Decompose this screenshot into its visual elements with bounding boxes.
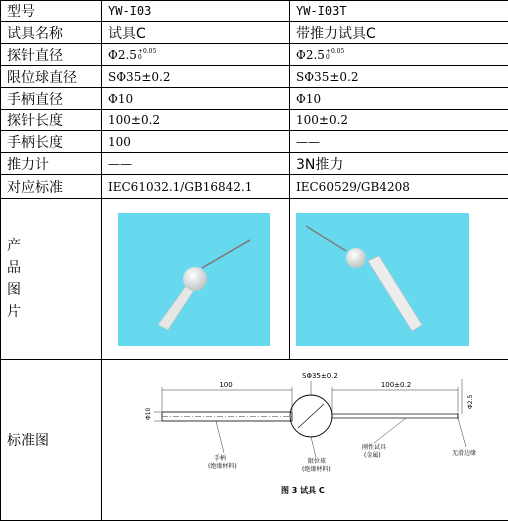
cell-value: Φ10 — [290, 88, 508, 110]
tolerance — [138, 49, 156, 61]
row-label: 型号 — [1, 1, 102, 22]
cell-value: 3N推力 — [290, 153, 508, 175]
tol-lower: 0 — [138, 55, 156, 61]
tol-upper: +0.05 — [138, 49, 156, 55]
note-probe: 刚性试具 — [362, 443, 387, 451]
row-label: 限位球直径 — [1, 66, 102, 88]
dim-probe-length: 100±0.2 — [381, 381, 411, 389]
row-probe-diameter — [1, 44, 508, 66]
cell-value: YW-I03 — [102, 1, 290, 22]
note-edge: 无滑边缘 — [452, 449, 476, 457]
row-product-image — [1, 199, 508, 360]
drawing-cell — [102, 360, 508, 521]
dim-probe-dia: Φ2.5 — [467, 395, 474, 409]
probe-c-photo — [118, 213, 270, 346]
note-probe-sub: (金属) — [364, 451, 381, 459]
cell-value — [290, 44, 508, 66]
note-handle: 手柄 — [214, 454, 226, 462]
cell-value: IEC60529/GB4208 — [290, 175, 508, 199]
cell-value: 试具C — [102, 22, 290, 44]
label-char: 产 — [7, 235, 101, 257]
dim-handle-length: 100 — [219, 381, 232, 389]
photo-cell — [102, 199, 290, 360]
cell-value: YW-I03T — [290, 1, 508, 22]
label-char: 图 — [7, 279, 101, 301]
note-ball-sub: (绝缘材料) — [302, 465, 331, 473]
row-standard — [1, 175, 508, 199]
photo-cell — [290, 199, 508, 360]
probe-c-thrust-photo — [296, 213, 469, 346]
tol-lower: 0 — [326, 55, 344, 61]
probe-c-drawing — [106, 365, 506, 515]
row-label: 探针直径 — [1, 44, 102, 66]
note-handle-sub: (绝缘材料) — [208, 462, 237, 470]
cell-value: 100±0.2 — [102, 110, 290, 131]
row-label: 手柄长度 — [1, 131, 102, 153]
cell-value: Φ10 — [102, 88, 290, 110]
row-model — [1, 1, 508, 22]
cell-value: SΦ35±0.2 — [102, 66, 290, 88]
drawing-caption: 图 3 试具 C — [281, 485, 325, 495]
drawing-label: 标准图 — [1, 360, 102, 521]
cell-value: —— — [102, 153, 290, 175]
row-ball-diameter — [1, 66, 508, 88]
value-text: Φ2.5 — [296, 48, 325, 62]
row-label: 推力计 — [1, 153, 102, 175]
note-ball: 限位球 — [308, 457, 326, 465]
row-handle-length — [1, 131, 508, 153]
row-probe-length — [1, 110, 508, 131]
tol-upper: +0.05 — [326, 49, 344, 55]
row-label: 探针长度 — [1, 110, 102, 131]
dim-ball: SΦ35±0.2 — [302, 372, 338, 380]
row-label: 试具名称 — [1, 22, 102, 44]
cell-value: 100 — [102, 131, 290, 153]
cell-value: SΦ35±0.2 — [290, 66, 508, 88]
row-label: 手柄直径 — [1, 88, 102, 110]
cell-value: 100±0.2 — [290, 110, 508, 131]
row-drawing — [1, 360, 508, 521]
cell-value: —— — [290, 131, 508, 153]
value-text: Φ2.5 — [108, 48, 137, 62]
row-label: 对应标准 — [1, 175, 102, 199]
cell-value — [102, 44, 290, 66]
product-image-label — [1, 199, 102, 360]
row-name — [1, 22, 508, 44]
label-char: 片 — [7, 301, 101, 323]
cell-value: 带推力试具C — [290, 22, 508, 44]
row-force-gauge — [1, 153, 508, 175]
dim-handle-dia: Φ10 — [145, 407, 152, 420]
row-handle-diameter — [1, 88, 508, 110]
cell-value: IEC61032.1/GB16842.1 — [102, 175, 290, 199]
tolerance — [326, 49, 344, 61]
label-char: 品 — [7, 257, 101, 279]
